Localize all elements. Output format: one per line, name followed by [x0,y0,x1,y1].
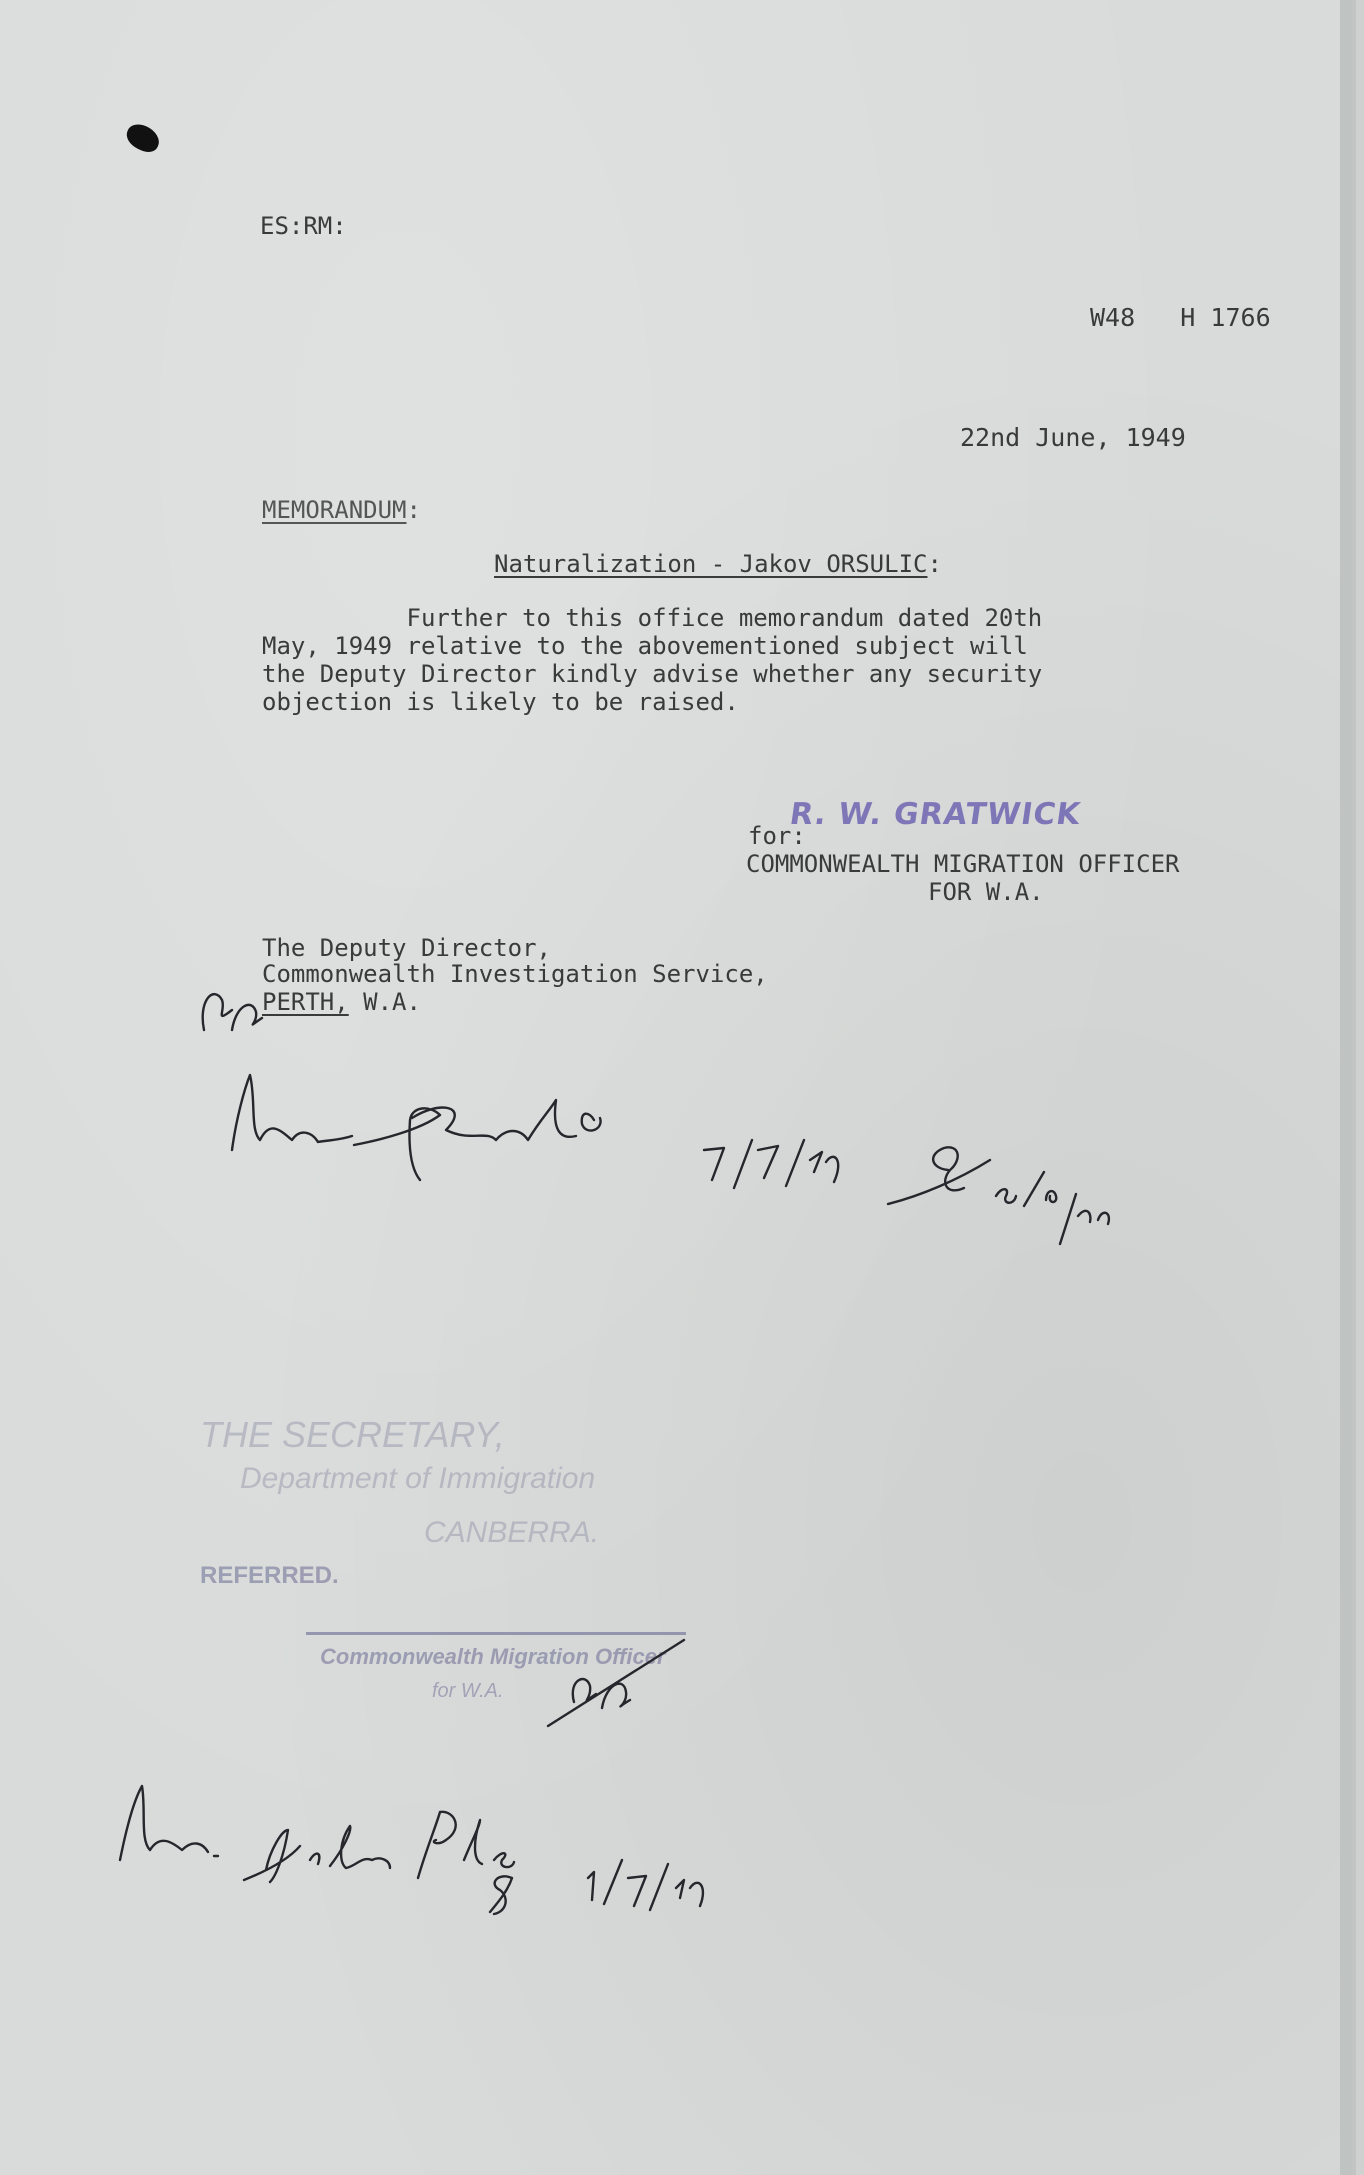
memo-date: 22nd June, 1949 [960,423,1186,452]
stamp-region: for W.A. [432,1680,504,1702]
body-line-2: May, 1949 relative to the abovementioned subject will [262,632,1028,660]
stamp-department: Department of Immigration [240,1462,596,1495]
note1-text [720,1210,737,1238]
note1-date-mark [704,1140,838,1188]
note1-recd-mark [232,1075,352,1150]
memo-label-colon: : [406,496,421,524]
signature-stamp: R. W. GRATWICK [787,797,1084,832]
office-title: COMMONWEALTH MIGRATION OFFICER [746,850,1180,878]
stamp-city: CANBERRA. [424,1516,600,1549]
note1-text-value [720,1223,732,1224]
office-region: FOR W.A. [928,878,1044,906]
subject-colon: : [927,550,942,578]
note2-initials-mark [490,1860,703,1914]
address-state: W.A. [348,988,421,1016]
body-line-4: objection is likely to be raised. [262,688,739,716]
note2-date-value [129,1943,133,1944]
for-label: for: [748,822,806,850]
body-line-1: Further to this office memorandum dated 20th [262,604,1043,632]
note1-date-value [733,1223,737,1224]
subject-text: Naturalization - Jakov ORSULIC [494,550,928,578]
address-line-1: The Deputy Director, [262,934,551,962]
note2-recd-mark [120,1786,218,1860]
note1-initials-mark [888,1147,1109,1244]
stamp-referred: REFERRED. [200,1562,339,1589]
note2-file-mark [244,1826,390,1882]
note2-text [120,1930,133,1958]
memo-label: MEMORANDUM [262,496,407,524]
stamp-initials-mark [548,1640,684,1726]
reference-initials: ES:RM: [260,212,347,240]
address-city: PERTH, [262,988,349,1016]
note2-text-value [120,1943,128,1944]
note1-pend-mark [354,1100,601,1180]
stamp-secretary: THE SECRETARY, [200,1414,505,1455]
stamp-office: Commonwealth Migration Officer [320,1644,666,1669]
body-line-3: the Deputy Director kindly advise whether any security [262,660,1043,688]
address-line-2: Commonwealth Investigation Service, [262,960,768,988]
note2-pls-mark [418,1812,514,1878]
file-reference: W48 H 1766 [1090,303,1271,332]
address-initials-mark [203,994,262,1030]
